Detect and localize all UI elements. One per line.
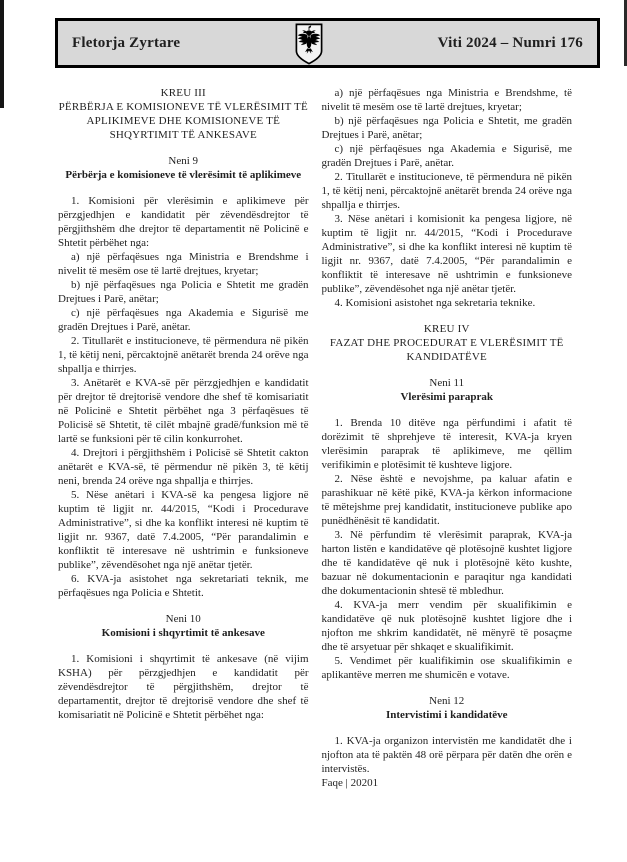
paragraph: 1. Komisioni i shqyrtimit të ankesave (në vijim KSHA) për përzgjedhjen e kandidatit për zëvendësdrejtor të përgjithshëm, drejtor të departamentit, drejtor të drejtorisë vendore dhe shef të komisariatit në Policinë e Shtetit përbëhet nga: [58, 653, 309, 721]
paragraph: b) një përfaqësues nga Policia e Shtetit, me gradën Drejtues i Parë, anëtar; [321, 115, 572, 141]
article-heading-neni-9 [58, 154, 309, 182]
article-title: Vlerësimi paraprak [400, 391, 494, 403]
paragraph: 1. Komisioni për vlerësimin e aplikimeve për përzgjedhjen e kandidatit për zëvendësdrejtor të përgjithshëm dhe drejtor të departamentit në Policinë e Shtetit përbëhet nga: [58, 195, 309, 249]
journal-title: Fletorja Zyrtare [72, 34, 181, 51]
paragraph: 5. Vendimet për kualifikimin ose skualifikimin e aplikantëve merren me shumicën e votave. [321, 655, 572, 681]
article-heading-neni-12 [322, 694, 573, 722]
paragraph: 3. Në përfundim të vlerësimit paraprak, KVA-ja harton listën e kandidatëve që plotësojnë kushtet ligjore dhe të kandidatëve që nuk i plotësojnë këto kushte, bazuar në dokumentacionin e paraqitur nga kandidati dhe dokumentacionin shtesë të mbledhur. [321, 529, 572, 597]
masthead [55, 18, 600, 68]
chapter-label: KREU IV [423, 323, 470, 335]
issue-title: Viti 2024 – Numri 176 [437, 34, 583, 51]
paragraph: 2. Titullarët e institucioneve, të përmendura në pikën 1, të këtij neni, përcaktojnë anëtarët brenda 24 orëve nga shpallja e thirrjes. [321, 171, 572, 211]
paragraph: 3. Anëtarët e KVA-së për përzgjedhjen e kandidatit për drejtor të drejtorisë vendore dhe shef të komisariatit në Policinë e Shtetit përbëhet nga 3 përfaqësues të Policisë së Shtetit, të cilët mbajnë gradë/funksion më të lartë se funksioni për të cilin konkurrohet. [58, 377, 309, 445]
chapter-heading-kreu-3 [58, 86, 309, 142]
paragraph: c) një përfaqësues nga Akademia e Sigurisë, me gradën Drejtues i Parë, anëtar. [321, 143, 572, 169]
paragraph: 4. Drejtori i përgjithshëm i Policisë së Shtetit cakton anëtarët e KVA-së, të përmendur në pikën 3, të këtij neni, brenda 24 orëve nga shpallja e thirrjes. [58, 447, 309, 487]
article-label: Neni 9 [168, 155, 199, 167]
paragraph: 2. Nëse është e nevojshme, pa kaluar afatin e parashikuar në këtë pikë, KVA-ja kërkon informacione të mëtejshme prej kandidatit, institucioneve publike apo punëdhënësit të kandidatit. [321, 473, 572, 527]
paragraph: b) një përfaqësues nga Policia e Shtetit me gradën Drejtues i Parë, anëtar; [58, 279, 309, 305]
left-column [58, 86, 309, 790]
article-heading-neni-11 [322, 376, 573, 404]
article-label: Neni 11 [429, 377, 465, 389]
paragraph: 1. Brenda 10 ditëve nga përfundimi i afatit të dorëzimit të shprehjeve të interesit, KVA-ja kryen vlerësimin paraprak të aplikimeve, me qëllim verifikimin e plotësimit të kushteve ligjore. [321, 417, 572, 471]
paragraph: 2. Titullarët e institucioneve, të përmendura në pikën 1, të këtij neni, përcaktojnë anëtarët brenda 24 orëve nga shpallja e thirrjes. [58, 335, 309, 375]
page-number: Faqe | 20201 [321, 777, 379, 789]
paragraph: 6. KVA-ja asistohet nga sekretariati teknik, me përfaqësues nga Policia e Shtetit. [58, 573, 309, 599]
right-column [322, 86, 573, 790]
chapter-heading-kreu-4 [322, 322, 573, 364]
article-label: Neni 10 [165, 613, 201, 625]
chapter-label: KREU III [160, 87, 206, 99]
scan-edge-left [0, 0, 4, 108]
article-label: Neni 12 [429, 695, 465, 707]
paragraph: c) një përfaqësues nga Akademia e Sigurisë me gradën Drejtues i Parë, anëtar. [58, 307, 309, 333]
article-title: Intervistimi i kandidatëve [385, 709, 508, 721]
chapter-title: FAZAT DHE PROCEDURAT E VLERËSIMIT TË KANDIDATËVE [329, 337, 564, 363]
paragraph: 4. KVA-ja merr vendim për skualifikimin e kandidatëve që nuk plotësojnë kushtet ligjore dhe i njofton me shkrim kandidatët, në mënyrë të posaçme dhe të arsyetuar për shkaqet e skualifikimit. [321, 599, 572, 653]
chapter-title: PËRBËRJA E KOMISIONEVE TË VLERËSIMIT TË APLIKIMEVE DHE KOMISIONEVE TË SHQYRTIMIT TË ANKESAVE [58, 101, 308, 141]
article-title: Përbërja e komisioneve të vlerësimit të aplikimeve [65, 169, 302, 181]
paragraph: 3. Nëse anëtari i komisionit ka pengesa ligjore, në kuptim të ligjit nr. 44/2015, “Kodi i Procedurave Administrative”, si dhe ka konflikt interesi në kuptim të ligjit nr. 9367, datë 7.4.2005, “Për parandalimin e konfliktit të interesave në ushtrimin e funksioneve publike”, zëvendësohet nga një anëtar tjetër. [321, 213, 572, 295]
article-title: Komisioni i shqyrtimit të ankesave [101, 627, 265, 639]
document-body [58, 86, 572, 790]
paragraph: 5. Nëse anëtari i KVA-së ka pengesa ligjore në kuptim të ligjit nr. 44/2015, “Kodi i Procedurave Administrative”, si dhe ka konflikt interesi në kuptim të ligjit nr. 9367, datë 7.4.2005, “Për parandalimin e konfliktit të interesave në ushtrimin e funksioneve publike”, zëvendësohet nga një anëtar tjetër. [58, 489, 309, 571]
paragraph: a) një përfaqësues nga Ministria e Brendshme i nivelit të mesëm ose të lartë drejtues, kryetar; [58, 251, 309, 277]
paragraph: a) një përfaqësues nga Ministria e Brendshme, të nivelit të mesëm ose të lartë drejtues, kryetar; [321, 87, 572, 113]
albanian-eagle-icon [295, 22, 323, 66]
article-heading-neni-10 [58, 612, 309, 640]
paragraph: 1. KVA-ja organizon intervistën me kandidatët dhe i njofton ata të paktën 48 orë përpara për datën dhe orën e intervistës. [321, 735, 572, 775]
paragraph: 4. Komisioni asistohet nga sekretaria teknike. [334, 297, 536, 309]
